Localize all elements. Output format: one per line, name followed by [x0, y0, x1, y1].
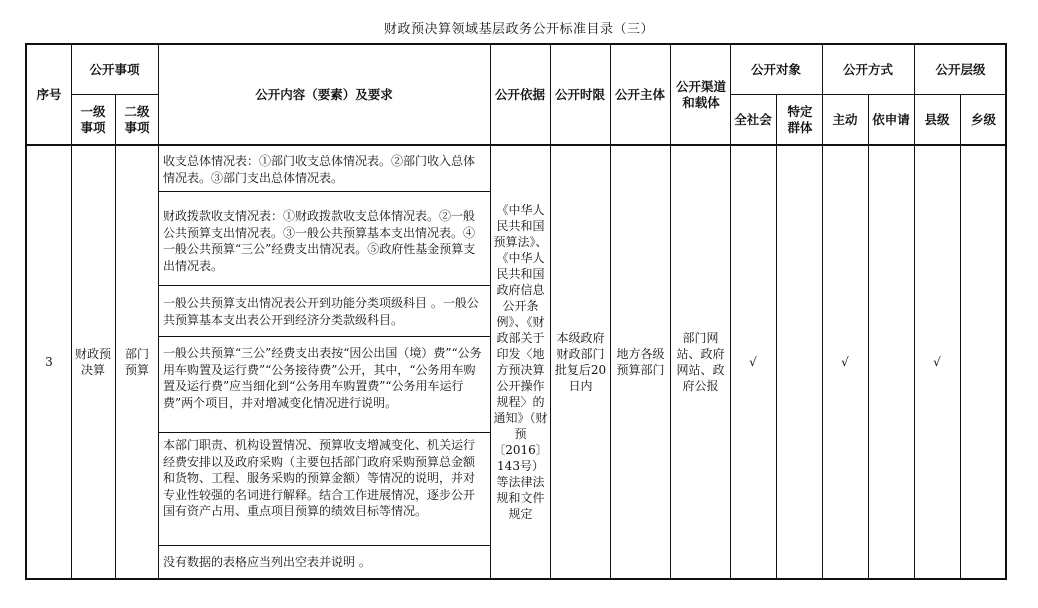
header-seq: 序号 [36, 86, 62, 102]
header-level-county: 县级 [924, 111, 950, 127]
check-method-active: √ [841, 354, 849, 369]
header-method-active: 主动 [832, 111, 858, 127]
header-target-group: 公开对象 [750, 61, 801, 77]
page-title: 财政预决算领域基层政务公开标准目录（三） [383, 22, 654, 37]
check-target-all: √ [749, 354, 757, 369]
row-time-limit: 本级政府财政部门批复后20日内 [554, 330, 607, 393]
content-item: 一般公共预算“三公”经费支出表按“因公出国（境）费”“公务用车购置及运行费”“公务接待费”公开，其中，“公务用车购置及运行费”应当细化到“公务用车购置费”“公务用车运行费”两个项目，并对增减变化情况进行说明。 [163, 346, 482, 410]
header-time-limit: 公开时限 [554, 86, 605, 102]
header-subject: 公开主体 [614, 86, 665, 102]
header-method-request: 依申请 [872, 111, 910, 127]
header-target-all: 全社会 [734, 111, 772, 127]
row-level2: 部门预算 [124, 346, 149, 377]
header-level-township: 乡级 [970, 111, 996, 127]
header-channel: 公开渠道和载体 [676, 78, 727, 110]
header-content: 公开内容（要素）及要求 [255, 86, 393, 102]
row-subject: 地方各级预算部门 [616, 346, 665, 377]
header-level2: 二级事项 [124, 103, 150, 135]
header-target-specific: 特定群体 [787, 103, 813, 135]
header-level-group: 公开层级 [935, 61, 986, 77]
content-item: 一般公共预算支出情况表公开到功能分类项级科目 。一般公共预算基本支出表公开到经济分类款级科目。 [163, 296, 479, 327]
content-item: 本部门职责、机构设置情况、预算收支增减变化、机关运行经费安排以及政府采购（主要包括部门政府采购预算总金额和货物、工程、服务采购的预算金额）等情况的说明，并对专业性较强的名词进行解释。结合工作进展情况，逐步公开国有资产占用、重点项目预算的绩效目标等情况。 [163, 438, 476, 518]
catalog-table [25, 43, 1007, 580]
content-item: 没有数据的表格应当列出空表并说明 。 [163, 555, 371, 569]
check-level-county: √ [933, 354, 941, 369]
header-basis: 公开依据 [494, 86, 545, 102]
header-level1: 一级事项 [80, 103, 106, 135]
row-seq: 3 [45, 354, 53, 369]
row-level1: 财政预决算 [75, 346, 112, 377]
header-items-group: 公开事项 [89, 61, 140, 77]
content-item: 财政拨款收支情况表：①财政拨款收支总体情况表。②一般公共预算支出情况表。③一般公共预算基本支出情况表。④一般公共预算“三公”经费支出情况表。⑤政府性基金预算支出情况表。 [163, 209, 476, 273]
header-method-group: 公开方式 [842, 61, 893, 77]
row-basis: 《中华人民共和国预算法》、《中华人民共和国政府信息公开条例》、《财政部关于印发〈地方预决算公开操作规程〉的通知》（财预〔2016〕143号）等法律法规和文件规定 [493, 202, 548, 521]
content-item: 收支总体情况表：①部门收支总体情况表。②部门收入总体情况表。③部门支出总体情况表。 [163, 154, 476, 185]
row-channel: 部门网站、政府网站、政府公报 [676, 330, 725, 393]
